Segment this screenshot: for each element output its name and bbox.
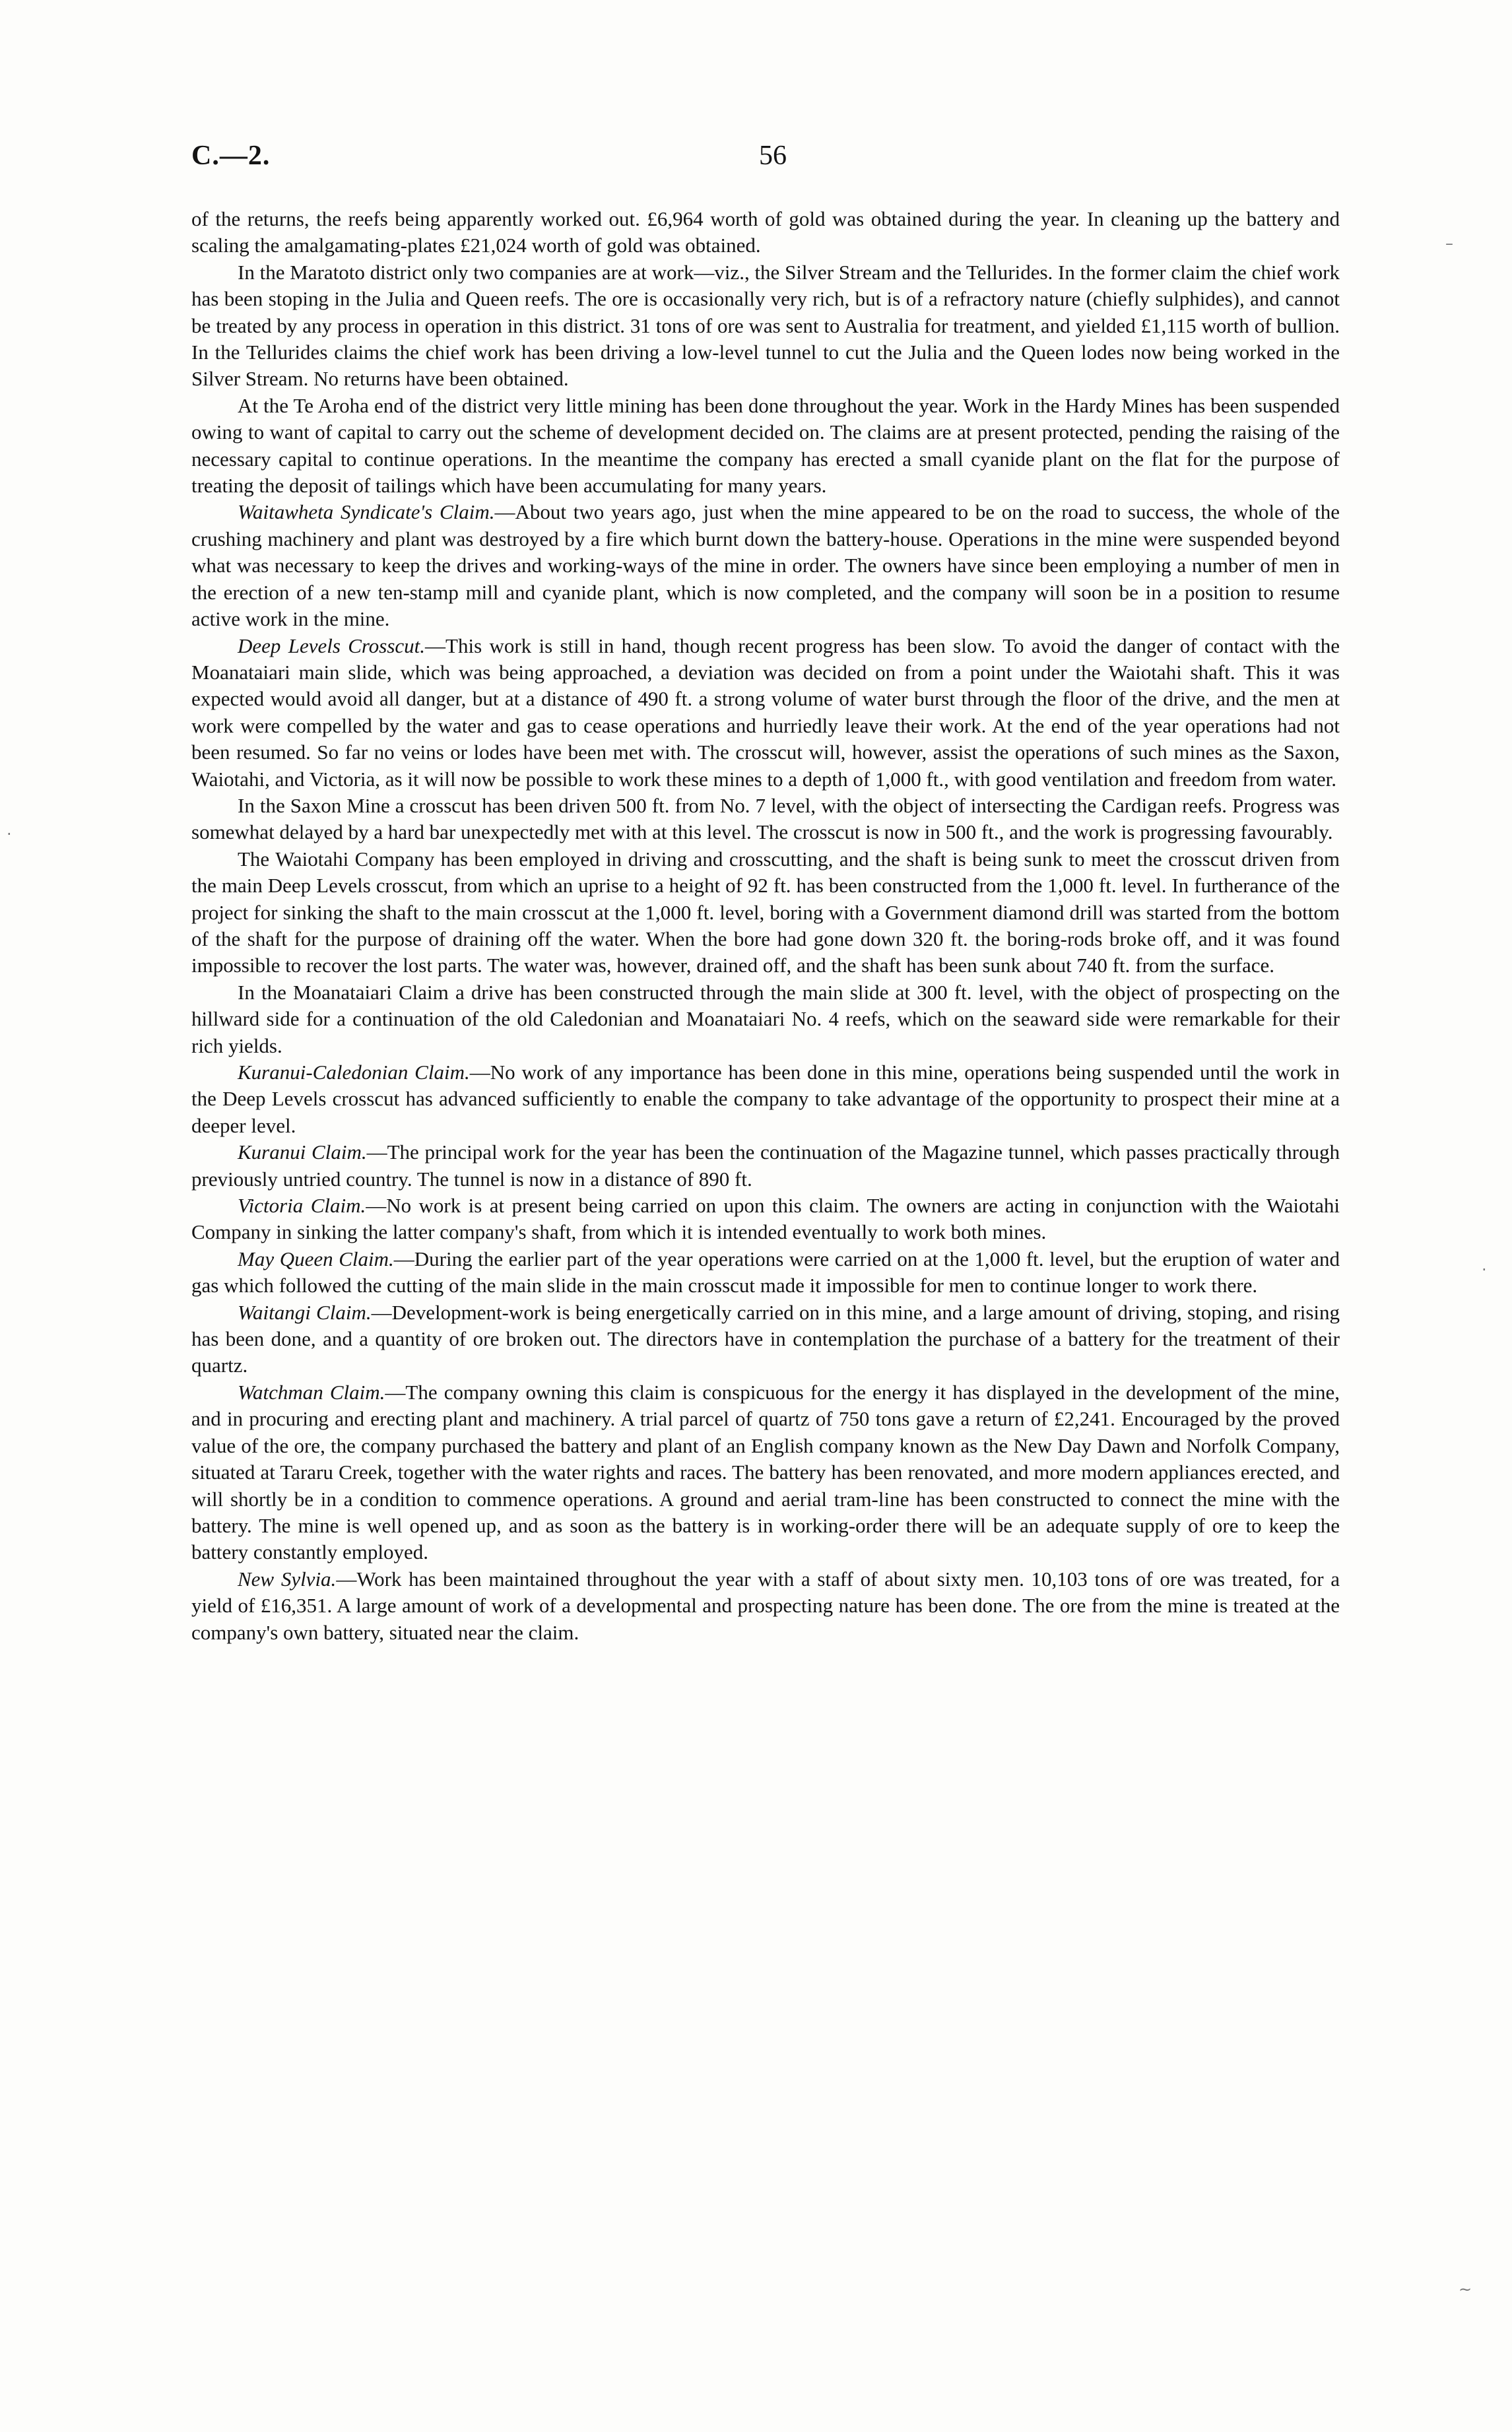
claim-title: Deep Levels Crosscut.	[238, 634, 426, 657]
scan-speck-mark: –	[1445, 234, 1453, 253]
body-text	[191, 206, 1340, 1646]
claim-title: Kuranui Claim.	[238, 1140, 367, 1164]
claim-title: Waitangi Claim.	[238, 1300, 372, 1324]
paragraph-kuranui-caledonian: Kuranui-Caledonian Claim.—No work of any importance has been done in this mine, operations being suspended until the work in the Deep Levels crosscut has advanced sufficiently to enable the company to take advantage of the opportunity to prospect their mine at a deeper level.	[191, 1061, 1340, 1137]
scan-speck-mark: ·	[7, 825, 12, 843]
claim-title: Watchman Claim.	[238, 1380, 385, 1404]
page-number: 56	[759, 141, 787, 171]
paragraph-new-sylvia: New Sylvia.—Work has been maintained throughout the year with a staff of about sixty men. 10,103 tons of ore was treated, for a yield of £16,351. A large amount of work of a developmental and prospecting nature has been done. The ore from the mine is treated at the company's own battery, situated near the claim.	[191, 1567, 1340, 1644]
paragraph-maratoto: In the Maratoto district only two companies are at work—viz., the Silver Stream and the Tellurides. In the former claim the chief work has been stoping in the Julia and Queen reefs. The ore is occasionally very rich, but is of a refractory nature (chiefly sulphides), and cannot be treated by any process in operation in this district. 31 tons of ore was sent to Australia for treatment, and yielded £1,115 worth of bullion. In the Tellurides claims the chief work has been driving a low-level tunnel to cut the Julia and the Queen lodes now being worked in the Silver Stream. No returns have been obtained.	[191, 260, 1340, 391]
paragraph-may-queen: May Queen Claim.—During the earlier part of the year operations were carried on at the 1,000 ft. level, but the eruption of water and gas which followed the cutting of the main slide in the main crosscut made it impossible for men to continue longer to work there.	[191, 1247, 1340, 1298]
scan-speck-mark: ·	[1482, 1261, 1487, 1279]
claim-title: Victoria Claim.	[238, 1194, 366, 1218]
page-header	[191, 140, 1340, 186]
scan-speck-mark: ~	[1459, 2280, 1472, 2299]
claim-title: Waitawheta Syndicate's Claim.	[238, 500, 495, 524]
claim-title: Kuranui-Caledonian Claim.	[238, 1061, 470, 1084]
section-reference: C.—2.	[191, 141, 271, 171]
paragraph-te-aroha: At the Te Aroha end of the district very little mining has been done throughout the year. Work in the Hardy Mines has been suspended owing to want of capital to carry out the scheme of development decided on. The claims are at present protected, pending the raising of the necessary capital to continue operations. In the meantime the company has erected a small cyanide plant on the flat for the purpose of treating the deposit of tailings which have been accumulating for many years.	[191, 393, 1340, 498]
paragraph-watchman: Watchman Claim.—The company owning this claim is conspicuous for the energy it has displayed in the development of the mine, and in procuring and erecting plant and machinery. A trial parcel of quartz of 750 tons gave a return of £2,241. Encouraged by the proved value of the ore, the company purchased the battery and plant of an English company known as the New Day Dawn and Norfolk Company, situated at Tararu Creek, together with the water rights and races. The battery has been renovated, and more modern appliances erected, and will shortly be in a condition to commence operations. A ground and aerial tram-line has been constructed to connect the mine with the battery. The mine is well opened up, and as soon as the battery is in working-order there will be an adequate supply of ore to keep the battery constantly employed.	[191, 1380, 1340, 1564]
paragraph-deep-levels: Deep Levels Crosscut.—This work is still in hand, though recent progress has been slow. To avoid the danger of contact with the Moanataiari main slide, which was being approached, a deviation was decided on from a point under the Waiotahi shaft. This it was expected would avoid all danger, but at a distance of 490 ft. a strong volume of water burst through the floor of the drive, and the men at work were compelled by the water and gas to cease operations and hurriedly leave their work. At the end of the year operations had not been resumed. So far no veins or lodes have been met with. The crosscut will, however, assist the operations of such mines as the Saxon, Waiotahi, and Victoria, as it will now be possible to work these mines to a depth of 1,000 ft., with good ventilation and freedom from water.	[191, 634, 1340, 791]
claim-title: May Queen Claim.	[238, 1247, 394, 1270]
paragraph-continuation: of the returns, the reefs being apparently worked out. £6,964 worth of gold was obtained during the year. In cleaning up the battery and scaling the amalgamating-plates £21,024 worth of gold was obtained.	[191, 207, 1340, 257]
paragraph-waitangi: Waitangi Claim.—Development-work is being energetically carried on in this mine, and a large amount of driving, stoping, and rising has been done, and a quantity of ore broken out. The directors have in contemplation the purchase of a battery for the treatment of their quartz.	[191, 1300, 1340, 1377]
paragraph-saxon: In the Saxon Mine a crosscut has been driven 500 ft. from No. 7 level, with the object of intersecting the Cardigan reefs. Progress was somewhat delayed by a hard bar unexpectedly met with at this level. The crosscut is now in 500 ft., and the work is progressing favourably.	[191, 793, 1340, 844]
paragraph-moanataiari: In the Moanataiari Claim a drive has been constructed through the main slide at 300 ft. level, with the object of prospecting on the hillward side for a continuation of the old Caledonian and Moanataiari No. 4 reefs, which on the seaward side were remarkable for their rich yields.	[191, 980, 1340, 1057]
paragraph-kuranui: Kuranui Claim.—The principal work for the year has been the continuation of the Magazine tunnel, which passes practically through previously untried country. The tunnel is now in a distance of 890 ft.	[191, 1140, 1340, 1191]
paragraph-waitawheta: Waitawheta Syndicate's Claim.—About two years ago, just when the mine appeared to be on the road to success, the whole of the crushing machinery and plant was destroyed by a fire which burnt down the battery-house. Operations in the mine were suspended beyond what was necessary to keep the drives and working-ways of the mine in order. The owners have since been employing a number of men in the erection of a new ten-stamp mill and cyanide plant, which is now completed, and the company will soon be in a position to resume active work in the mine.	[191, 500, 1340, 631]
paragraph-victoria: Victoria Claim.—No work is at present being carried on upon this claim. The owners are acting in conjunction with the Waiotahi Company in sinking the latter company's shaft, from which it is intended eventually to work both mines.	[191, 1194, 1340, 1244]
claim-title: New Sylvia.	[238, 1567, 337, 1591]
paragraph-waiotahi: The Waiotahi Company has been employed in driving and crosscutting, and the shaft is being sunk to meet the crosscut driven from the main Deep Levels crosscut, from which an uprise to a height of 92 ft. has been constructed from the 1,000 ft. level. In furtherance of the project for sinking the shaft to the main crosscut at the 1,000 ft. level, boring with a Government diamond drill was started from the bottom of the shaft for the purpose of draining off the water. When the bore had gone down 320 ft. the boring-rods broke off, and it was found impossible to recover the lost parts. The water was, however, drained off, and the shaft has been sunk about 740 ft. from the surface.	[191, 847, 1340, 977]
